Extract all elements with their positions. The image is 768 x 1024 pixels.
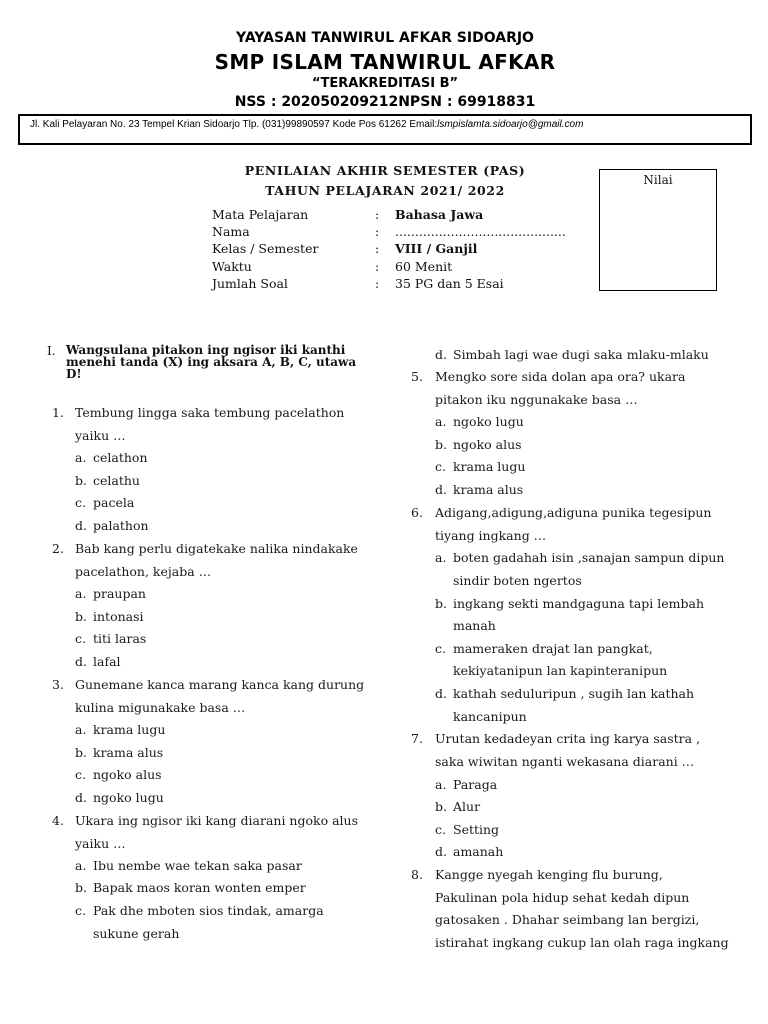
instruction-line: Wangsulana pitakon ing ngisor iki kanthi xyxy=(66,343,346,357)
score-box xyxy=(599,169,717,291)
info-value: VIII / Ganjil xyxy=(395,241,478,256)
foundation-name: YAYASAN TANWIRUL AFKAR SIDOARJO xyxy=(236,30,534,46)
question-text-line: kancanipun xyxy=(453,709,527,724)
school-address xyxy=(30,119,583,130)
question-text-line: krama lugu xyxy=(93,722,166,737)
question-text-line: istirahat ingkang cukup lan olah raga ingkang xyxy=(435,935,729,950)
info-colon: : xyxy=(375,259,380,274)
question-text-line: Bab kang perlu digatekake nalika nindakake xyxy=(75,541,358,556)
question-text-line: Tembung lingga saka tembung pacelathon xyxy=(75,405,345,420)
question-number: 2. xyxy=(52,541,64,556)
question-text-line: Urutan kedadeyan crita ing karya sastra , xyxy=(435,731,701,746)
option-letter: b. xyxy=(75,880,87,895)
question-text-line: kekiyatanipun lan kapinteranipun xyxy=(453,663,668,678)
question-text-line: ngoko lugu xyxy=(453,414,524,429)
question-number: 3. xyxy=(52,677,64,692)
question-text-line: Pak dhe mboten sios tindak, amarga xyxy=(93,903,324,918)
question-text-line: pacela xyxy=(93,495,135,510)
question-text-line: ngoko alus xyxy=(453,437,522,452)
question-text-line: sukune gerah xyxy=(93,926,180,941)
question-text-line: ngoko alus xyxy=(93,767,162,782)
question-text-line: Paraga xyxy=(453,777,498,792)
info-value: 35 PG dan 5 Esai xyxy=(395,276,504,291)
score-label: Nilai xyxy=(643,173,673,187)
info-label: Nama xyxy=(212,224,250,239)
option-letter: a. xyxy=(75,722,87,737)
option-letter: d. xyxy=(75,518,87,533)
question-text-line: Simbah lagi wae dugi saka mlaku-mlaku xyxy=(453,347,709,362)
info-label: Waktu xyxy=(212,259,252,274)
section-text xyxy=(66,344,366,380)
info-colon: : xyxy=(375,224,380,239)
question-text-line: ingkang sekti mandgaguna tapi lembah xyxy=(453,596,705,611)
question-number: 7. xyxy=(411,731,423,746)
question-text-line: sindir boten ngertos xyxy=(453,573,582,588)
question-text-line: Mengko sore sida dolan apa ora? ukara xyxy=(435,369,686,384)
school-email: lsmpislamta.sidoarjo@gmail.com xyxy=(437,119,584,130)
question-text-line: Setting xyxy=(453,822,500,837)
question-text-line: yaiku … xyxy=(75,428,126,443)
option-letter: c. xyxy=(75,631,86,646)
exam-year: TAHUN PELAJARAN 2021/ 2022 xyxy=(265,183,505,198)
question-text-line: ngoko lugu xyxy=(93,790,164,805)
info-value: 60 Menit xyxy=(395,259,453,274)
option-letter: d. xyxy=(435,686,447,701)
option-letter: a. xyxy=(75,586,87,601)
question-text-line: Pakulinan pola hidup sehat kedah dipun xyxy=(435,890,690,905)
exam-title: PENILAIAN AKHIR SEMESTER (PAS) xyxy=(244,163,526,178)
info-value: Bahasa Jawa xyxy=(395,207,484,222)
question-text-line: amanah xyxy=(453,844,504,859)
question-text-line: krama lugu xyxy=(453,459,526,474)
info-colon: : xyxy=(375,276,380,291)
option-letter: b. xyxy=(75,609,87,624)
option-letter: a. xyxy=(75,450,87,465)
question-text-line: intonasi xyxy=(93,609,144,624)
option-letter: d. xyxy=(75,790,87,805)
instruction-line: D! xyxy=(66,367,82,381)
option-letter: b. xyxy=(435,799,447,814)
option-letter: c. xyxy=(435,641,446,656)
option-letter: a. xyxy=(435,777,447,792)
question-text-line: palathon xyxy=(93,518,149,533)
question-text-line: mameraken drajat lan pangkat, xyxy=(453,641,653,656)
question-number: 6. xyxy=(411,505,423,520)
option-letter: b. xyxy=(75,473,87,488)
section-number: I. xyxy=(47,344,56,358)
question-text-line: pacelathon, kejaba … xyxy=(75,564,212,579)
question-text-line: Bapak maos koran wonten emper xyxy=(93,880,306,895)
info-colon: : xyxy=(375,241,380,256)
question-text-line: gatosaken . Dhahar seimbang lan bergizi, xyxy=(435,912,700,927)
question-text-line: celathon xyxy=(93,450,148,465)
question-text-line: titi laras xyxy=(93,631,147,646)
question-text-line: Kangge nyegah kenging flu burung, xyxy=(435,867,663,882)
option-letter: d. xyxy=(75,654,87,669)
option-letter: c. xyxy=(435,459,446,474)
option-letter: b. xyxy=(75,745,87,760)
option-letter: b. xyxy=(435,437,447,452)
info-value: ........................................... xyxy=(395,224,566,239)
question-text-line: krama alus xyxy=(453,482,524,497)
info-label: Jumlah Soal xyxy=(212,276,288,291)
info-label: Kelas / Semester xyxy=(212,241,319,256)
question-text-line: saka wiwitan nganti wekasana diarani … xyxy=(435,754,695,769)
question-text-line: tiyang ingkang … xyxy=(435,528,547,543)
option-letter: a. xyxy=(435,414,447,429)
question-number: 5. xyxy=(411,369,423,384)
question-text-line: kathah seduluripun , sugih lan kathah xyxy=(453,686,695,701)
school-name: SMP ISLAM TANWIRUL AFKAR xyxy=(214,50,556,74)
info-label: Mata Pelajaran xyxy=(212,207,309,222)
question-text-line: kulina migunakake basa … xyxy=(75,700,246,715)
option-letter: d. xyxy=(435,347,447,362)
question-number: 4. xyxy=(52,813,64,828)
question-text-line: Ukara ing ngisor iki kang diarani ngoko alus xyxy=(75,813,358,828)
option-letter: c. xyxy=(435,822,446,837)
option-letter: b. xyxy=(435,596,447,611)
question-text-line: Gunemane kanca marang kanca kang durung xyxy=(75,677,365,692)
question-text-line: Ibu nembe wae tekan saka pasar xyxy=(93,858,302,873)
question-text-line: manah xyxy=(453,618,496,633)
question-number: 8. xyxy=(411,867,423,882)
question-text-line: Alur xyxy=(453,799,481,814)
option-letter: a. xyxy=(75,858,87,873)
question-text-line: celathu xyxy=(93,473,140,488)
address-text: Jl. Kali Pelayaran No. 23 Tempel Krian Sidoarjo Tlp. (031)99890597 Kode Pos 61262 Email: xyxy=(30,119,438,130)
question-text-line: boten gadahah isin ,sanajan sampun dipun xyxy=(453,550,725,565)
question-text-line: Adigang,adigung,adiguna punika tegesipun xyxy=(435,505,712,520)
info-colon: : xyxy=(375,207,380,222)
option-letter: d. xyxy=(435,482,447,497)
question-text-line: yaiku … xyxy=(75,836,126,851)
school-ids: NSS : 202050209212NPSN : 69918831 xyxy=(234,94,536,110)
option-letter: c. xyxy=(75,903,86,918)
question-text-line: praupan xyxy=(93,586,146,601)
question-text-line: krama alus xyxy=(93,745,164,760)
question-text-line: pitakon iku nggunakake basa … xyxy=(435,392,638,407)
instruction-line: menehi tanda (X) ing aksara A, B, C, utawa xyxy=(66,355,357,369)
option-letter: c. xyxy=(75,495,86,510)
option-letter: a. xyxy=(435,550,447,565)
option-letter: d. xyxy=(435,844,447,859)
question-text-line: lafal xyxy=(93,654,121,669)
question-number: 1. xyxy=(52,405,64,420)
accreditation: “TERAKREDITASI B” xyxy=(311,76,459,91)
option-letter: c. xyxy=(75,767,86,782)
